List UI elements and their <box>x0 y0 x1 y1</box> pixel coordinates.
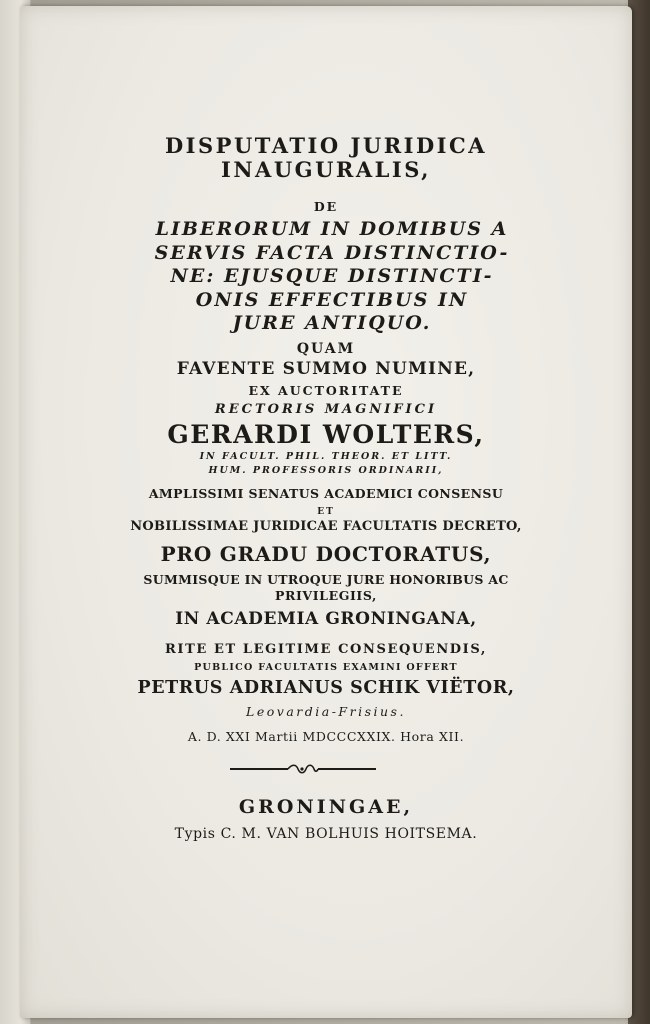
rite-line: RITE ET LEGITIME CONSEQUENDIS, <box>164 642 488 657</box>
decreto-line: NOBILISSIMAE JURIDICAE FACULTATIS DECRETO, <box>130 519 522 534</box>
rectoris-line: RECTORIS MAGNIFICI <box>214 402 438 417</box>
publico-line: PUBLICO FACULTATIS EXAMINI OFFERT <box>194 662 458 673</box>
rector-name: GERARDI WOLTERS, <box>167 420 485 449</box>
printer-van: VAN <box>266 826 300 842</box>
date-prefix: A. D. XXI Martii <box>187 729 298 744</box>
printer-prefix: Typis C. M. <box>174 826 262 842</box>
subject-line-3: NE: EJUSQUE DISTINCTI- <box>170 265 494 287</box>
imprint-printer <box>20 826 632 842</box>
honoribus-line-2: PRIVILEGIIS, <box>275 588 377 603</box>
dissertation-subject <box>26 218 638 336</box>
candidate-origin: Leovardia-Frisius. <box>246 704 406 719</box>
gradu-line: PRO GRADU DOCTORATUS, <box>160 542 492 566</box>
printer-name: BOLHUIS HOITSEMA. <box>304 826 478 842</box>
dissertation-title <box>20 134 632 182</box>
et-label: ET <box>317 507 335 517</box>
subject-line-4: ONIS EFFECTIBUS IN <box>195 288 469 311</box>
rector-faculty-line-1: IN FACULT. PHIL. THEOR. ET LITT. <box>199 451 453 462</box>
subject-line-2: SERVIS FACTA DISTINCTIO- <box>154 241 510 264</box>
rector-faculty-line-2: HUM. PROFESSORIS ORDINARII, <box>208 465 444 476</box>
ornamental-rule-icon <box>228 763 378 775</box>
senatus-line: AMPLISSIMI SENATUS ACADEMICI CONSENSU <box>148 486 504 501</box>
candidate-name: PETRUS ADRIANUS SCHIK VIËTOR, <box>137 678 515 698</box>
date-hour: Hora XII. <box>400 729 465 744</box>
academia-line: IN ACADEMIA GRONINGANA, <box>175 609 477 629</box>
defense-date <box>20 729 632 744</box>
quam-label: QUAM <box>296 341 356 357</box>
date-year: MDCCCXXIX. <box>302 729 396 744</box>
de-label: DE <box>313 199 339 214</box>
honoribus-line-1: SUMMISQUE IN UTROQUE JURE HONORIBUS AC <box>143 572 509 587</box>
subject-line-5: JURE ANTIQUO. <box>232 312 432 334</box>
ex-auctoritate-line: EX AUCTORITATE <box>248 383 404 398</box>
imprint-city: GRONINGAE, <box>238 796 414 818</box>
title-line-1: DISPUTATIO JURIDICA <box>164 133 488 158</box>
favente-line: FAVENTE SUMMO NUMINE, <box>176 359 476 379</box>
subject-line-1: LIBERORUM IN DOMIBUS A <box>155 218 509 240</box>
title-page <box>20 6 632 1018</box>
title-line-2: INAUGURALIS, <box>221 157 431 182</box>
